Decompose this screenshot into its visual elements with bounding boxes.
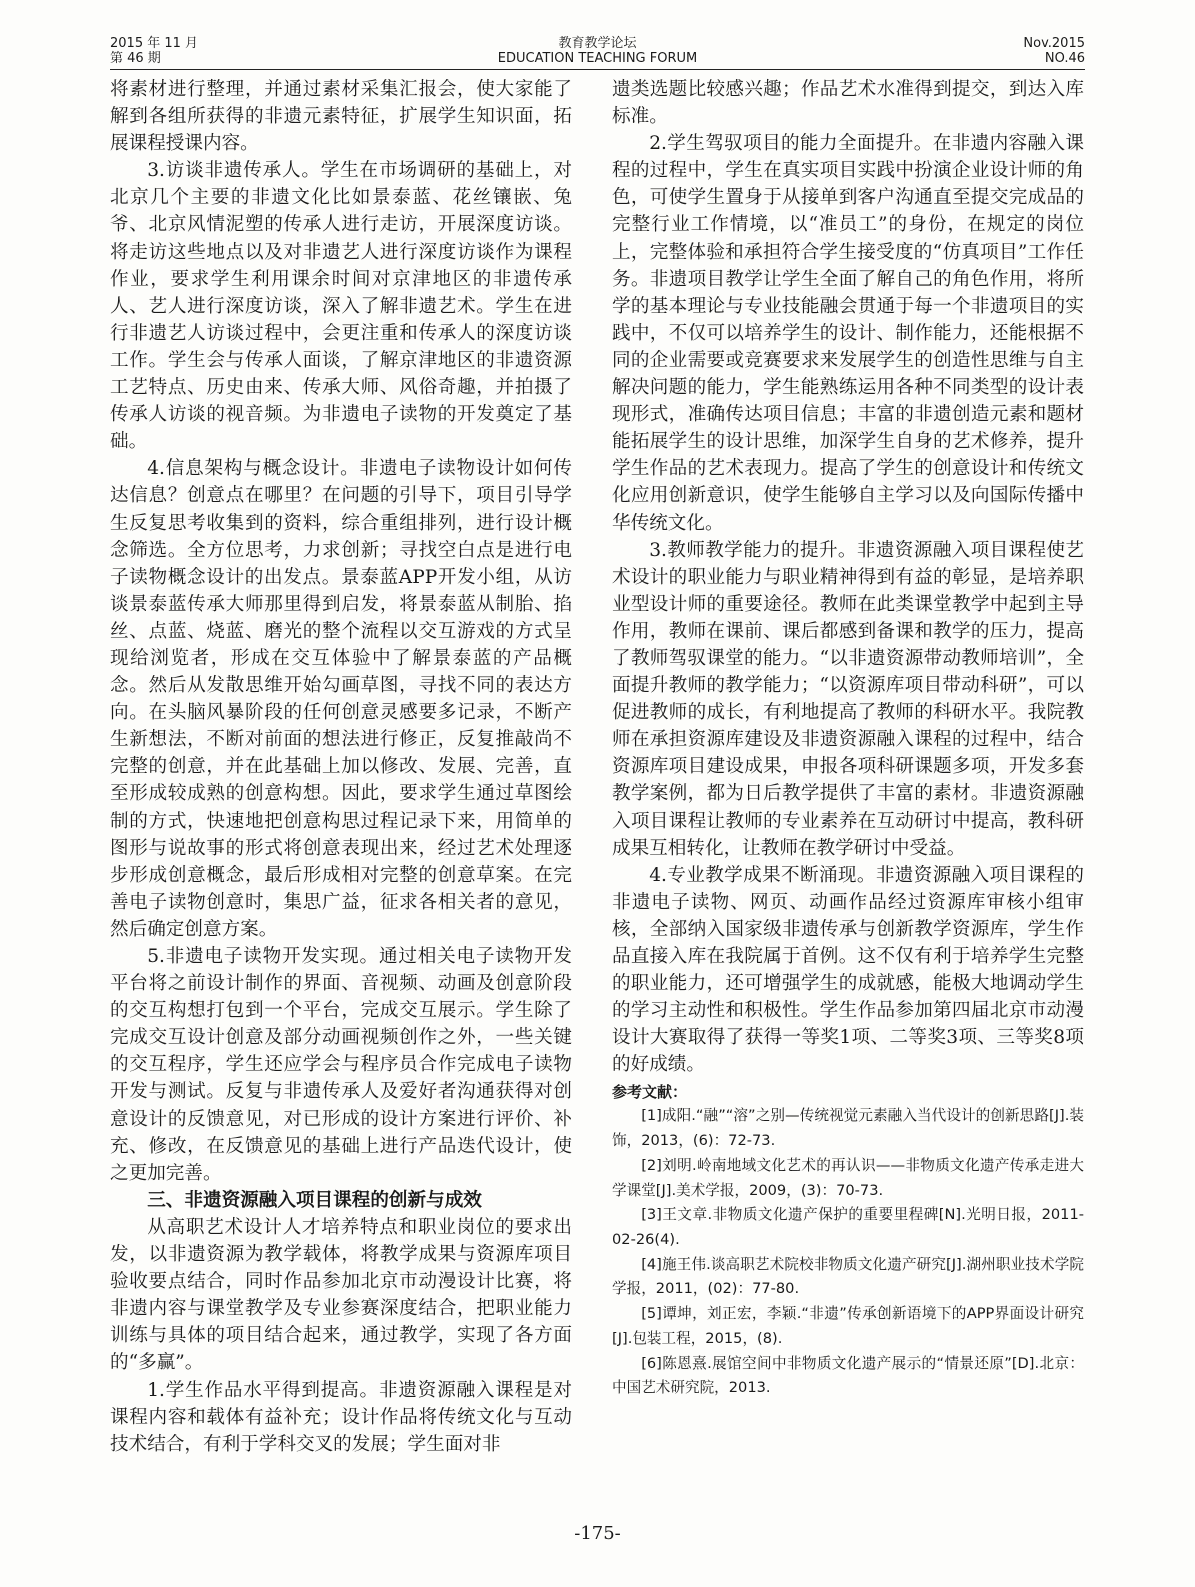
paragraph: 2.学生驾驭项目的能力全面提升。在非遗内容融入课程的过程中，学生在真实项目实践中扮演企业设计师的角色，可使学生置身于从接单到客户沟通直至提交完成品的完整行业工作情境，以“准员工”的身份，在规定的岗位上，完整体验和承担符合学生接受度的“仿真项目”工作任务。非遗项目教学让学生全面了解自己的角色作用，将所学的基本理论与专业技能融会贯通于每一个非遗项目的实践中，不仅可以培养学生的设计、制作能力，还能根据不同的企业需要或竞赛要求来发展学生的创造性思维与自主解决问题的能力，学生能熟练运用各种不同类型的设计表现形式，准确传达项目信息；丰富的非遗创造元素和题材能拓展学生的设计思维，加深学生自身的艺术修养，提升学生作品的艺术表现力。提高了学生的创意设计和传统文化应用创新意识，使学生能够自主学习以及向国际传播中华传统文化。: [612, 133, 1084, 534]
reference-item: [1]成阳.“融”“溶”之别—传统视觉元素融入当代设计的创新思路[J].装饰，2013，(6)：72-73.: [612, 1107, 1084, 1150]
header-date: 2015 年 11 月: [110, 36, 199, 51]
paragraph: 1.学生作品水平得到提高。非遗资源融入课程是对课程内容和载体有益补充；设计作品将传统文化与互动技术结合，有利于学科交叉的发展；学生面对非: [110, 1379, 572, 1455]
journal-title-cn: 教育教学论坛: [558, 36, 637, 51]
paragraph: 3.访谈非遗传承人。学生在市场调研的基础上，对北京几个主要的非遗文化比如景泰蓝、花丝镶嵌、兔爷、北京风情泥塑的传承人进行走访，开展深度访谈。将走访这些地点以及对非遗艺人进行深度访谈作为课程作业，要求学生利用课余时间对京津地区的非遗传承人、艺人进行深度访谈，深入了解非遗艺术。学生在进行非遗艺人访谈过程中，会更注重和传承人的深度访谈工作。学生会与传承人面谈，了解京津地区的非遗资源工艺特点、历史由来、传承大师、风俗奇趣，并拍摄了传承人访谈的视音频。为非遗电子读物的开发奠定了基础。: [110, 160, 572, 453]
paragraph: 4.专业教学成果不断涌现。非遗资源融入项目课程的非遗电子读物、网页、动画作品经过资源库审核小组审核，全部纳入国家级非遗传承与创新教学资源库，学生作品直接入库在我院属于首例。这不仅有利于培养学生完整的职业能力，还可增强学生的成就感，能极大地调动学生的学习主动性和积极性。学生作品参加第四届北京市动漫设计大赛取得了获得一等奖1项、二等奖3项、三等奖8项的好成绩。: [612, 864, 1084, 1076]
paragraph: 将素材进行整理，并通过素材采集汇报会，使大家能了解到各组所获得的非遗元素特征，扩展学生知识面，拓展课程授课内容。: [110, 79, 572, 155]
header-issue: 第 46 期: [110, 51, 161, 66]
paragraph: 3.教师教学能力的提升。非遗资源融入项目课程使艺术设计的职业能力与职业精神得到有益的彰显，是培养职业型设计师的重要途径。教师在此类课堂教学中起到主导作用，教师在课前、课后都感到备课和教学的压力，提高了教师驾驭课堂的能力。“以非遗资源带动教师培训”，全面提升教师的教学能力；“以资源库项目带动科研”，可以促进教师的成长，有利地提高了教师的科研水平。我院教师在承担资源库建设及非遗资源融入课程的过程中，结合资源库项目建设成果，申报各项科研课题多项，开发多套教学案例，都为日后教学提供了丰富的素材。非遗资源融入项目课程让教师的专业素养在互动研讨中提高，教科研成果互相转化，让教师在教学研讨中受益。: [612, 539, 1084, 859]
right-column: [612, 76, 1084, 1401]
page-header: [110, 34, 1085, 70]
paragraph: 4.信息架构与概念设计。非遗电子读物设计如何传达信息？创意点在哪里？在问题的引导下，项目引导学生反复思考收集到的资料，综合重组排列，进行设计概念筛选。全方位思考，力求创新；寻找空白点是进行电子读物概念设计的出发点。景泰蓝APP开发小组，从访谈景泰蓝传承大师那里得到启发，将景泰蓝从制胎、掐丝、点蓝、烧蓝、磨光的整个流程以交互游戏的方式呈现给浏览者，形成在交互体验中了解景泰蓝的产品概念。然后从发散思维开始勾画草图，寻找不同的表达方向。在头脑风暴阶段的任何创意灵感要多记录，不断产生新想法，不断对前面的想法进行修正，反复推敲尚不完整的创意，并在此基础上加以修改、发展、完善，直至形成较成熟的创意构想。因此，要求学生通过草图绘制的方式，快速地把创意构思过程记录下来，用简单的图形与说故事的形式将创意表现出来，经过艺术处理逐步形成创意概念，最后形成相对完整的创意草案。在完善电子读物创意时，集思广益，征求各相关者的意见，然后确定创意方案。: [110, 458, 572, 940]
section-heading: 三、非遗资源融入项目课程的创新与成效: [147, 1189, 482, 1211]
journal-title-en: EDUCATION TEACHING FORUM: [497, 51, 698, 66]
left-column: [110, 76, 572, 1458]
reference-item: [3]王文章.非物质文化遗产保护的重要里程碑[N].光明日报，2011-02-26(4).: [612, 1206, 1084, 1248]
references-title: 参考文献：: [612, 1083, 688, 1102]
header-journal: [110, 36, 1085, 66]
paragraph: 遗类选题比较感兴趣；作品艺术水准得到提交，到达入库标准。: [612, 79, 1084, 128]
paragraph: 5.非遗电子读物开发实现。通过相关电子读物开发平台将之前设计制作的界面、音视频、动画及创意阶段的交互构想打包到一个平台，完成交互展示。学生除了完成交互设计创意及部分动画视频创作之外，一些关键的交互程序，学生还应学会与程序员合作完成电子读物开发与测试。反复与非遗传承人及爱好者沟通获得对创意设计的反馈意见，对已形成的设计方案进行评价、补充、修改，在反馈意见的基础上进行产品迭代设计，使之更加完善。: [110, 946, 572, 1184]
header-issue-en: NO.46: [1044, 51, 1085, 66]
reference-item: [4]施王伟.谈高职艺术院校非物质文化遗产研究[J].湖州职业技术学院学报，2011，(02)：77-80.: [612, 1255, 1084, 1298]
paragraph: 从高职艺术设计人才培养特点和职业岗位的要求出发，以非遗资源为教学载体，将教学成果与资源库项目验收要点结合，同时作品参加北京市动漫设计比赛，将非遗内容与课堂教学及专业参赛深度结合，把职业能力训练与具体的项目结合起来，通过教学，实现了各方面的“多赢”。: [110, 1216, 572, 1374]
header-rule: [110, 69, 1085, 70]
header-right: [1023, 36, 1085, 66]
reference-item: [2]刘明.岭南地域文化艺术的再认识——非物质文化遗产传承走进大学课堂[J].美术学报，2009，(3)：70-73.: [612, 1156, 1084, 1199]
header-date-en: Nov.2015: [1023, 36, 1085, 51]
reference-item: [6]陈恩熹.展馆空间中非物质文化遗产展示的“情景还原”[D].北京：中国艺术研究院，2013.: [612, 1354, 1084, 1397]
page-number: -175-: [574, 1523, 621, 1544]
reference-item: [5]谭坤，刘正宏，李颖.“非遗”传承创新语境下的APP界面设计研究[J].包装工程，2015，(8).: [612, 1305, 1084, 1347]
